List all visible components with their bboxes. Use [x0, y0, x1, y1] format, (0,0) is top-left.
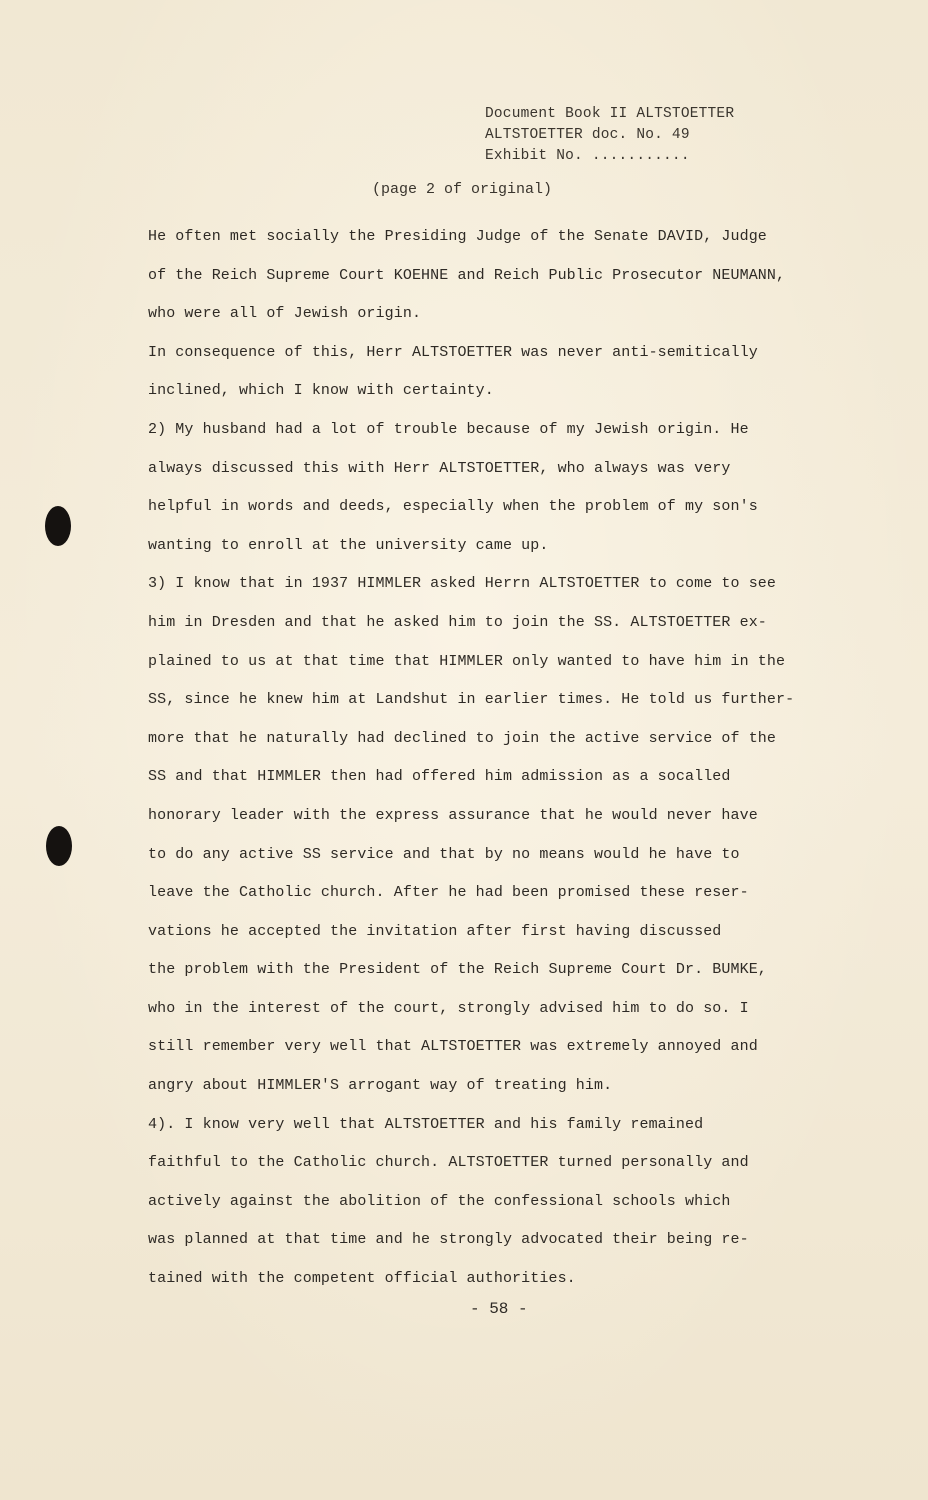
- body-line: angry about HIMMLER'S arrogant way of treating him.: [148, 1077, 613, 1095]
- body-line: to do any active SS service and that by no means would he have to: [148, 845, 740, 863]
- body-line: tained with the competent official authorities.: [148, 1270, 576, 1288]
- body-line: 3) I know that in 1937 HIMMLER asked Herrn ALTSTOETTER to come to see: [148, 575, 777, 593]
- body-line: the problem with the President of the Reich Supreme Court Dr. BUMKE,: [148, 961, 767, 979]
- body-line: He often met socially the Presiding Judge of the Senate DAVID, Judge: [148, 228, 767, 245]
- body-line: who in the interest of the court, strongly advised him to do so. I: [148, 999, 749, 1017]
- document-header: [485, 104, 734, 167]
- body-line: SS and that HIMMLER then had offered him admission as a socalled: [148, 768, 731, 786]
- page-number: - 58 -: [470, 1300, 528, 1318]
- body-line: wanting to enroll at the university came up.: [148, 536, 549, 554]
- body-line: honorary leader with the express assurance that he would never have: [148, 806, 758, 824]
- body-line: faithful to the Catholic church. ALTSTOETTER turned personally and: [148, 1154, 749, 1172]
- body-line: was planned at that time and he strongly advocated their being re-: [148, 1231, 749, 1249]
- body-line: vations he accepted the invitation after first having discussed: [148, 922, 722, 940]
- body-line: 4). I know very well that ALTSTOETTER and his family remained: [148, 1115, 704, 1133]
- body-line: leave the Catholic church. After he had been promised these reser-: [148, 884, 749, 902]
- body-line: more that he naturally had declined to join the active service of the: [148, 729, 777, 747]
- header-exhibit-number: Exhibit No. ...........: [485, 148, 690, 164]
- page-subtitle: (page 2 of original): [372, 181, 553, 198]
- body-text: [148, 218, 848, 1299]
- body-line: always discussed this with Herr ALTSTOETTER, who always was very: [148, 459, 731, 477]
- body-line: still remember very well that ALTSTOETTER was extremely annoyed and: [148, 1038, 758, 1056]
- body-line: him in Dresden and that he asked him to join the SS. ALTSTOETTER ex-: [148, 613, 767, 631]
- body-line: actively against the abolition of the confessional schools which: [148, 1192, 731, 1210]
- body-line: plained to us at that time that HIMMLER only wanted to have him in the: [148, 652, 786, 670]
- header-doc-number: ALTSTOETTER doc. No. 49: [485, 127, 690, 143]
- body-line: SS, since he knew him at Landshut in earlier times. He told us further-: [148, 691, 795, 709]
- body-line: inclined, which I know with certainty.: [148, 382, 494, 400]
- punch-hole-bottom: [46, 826, 72, 866]
- body-line: of the Reich Supreme Court KOEHNE and Reich Public Prosecutor NEUMANN,: [148, 266, 786, 284]
- body-line: who were all of Jewish origin.: [148, 305, 422, 323]
- body-line: 2) My husband had a lot of trouble because of my Jewish origin. He: [148, 420, 749, 438]
- body-line: In consequence of this, Herr ALTSTOETTER was never anti-semitically: [148, 343, 758, 361]
- punch-hole-top: [45, 506, 71, 546]
- header-document-book: Document Book II ALTSTOETTER: [485, 106, 735, 122]
- body-line: helpful in words and deeds, especially when the problem of my son's: [148, 498, 758, 516]
